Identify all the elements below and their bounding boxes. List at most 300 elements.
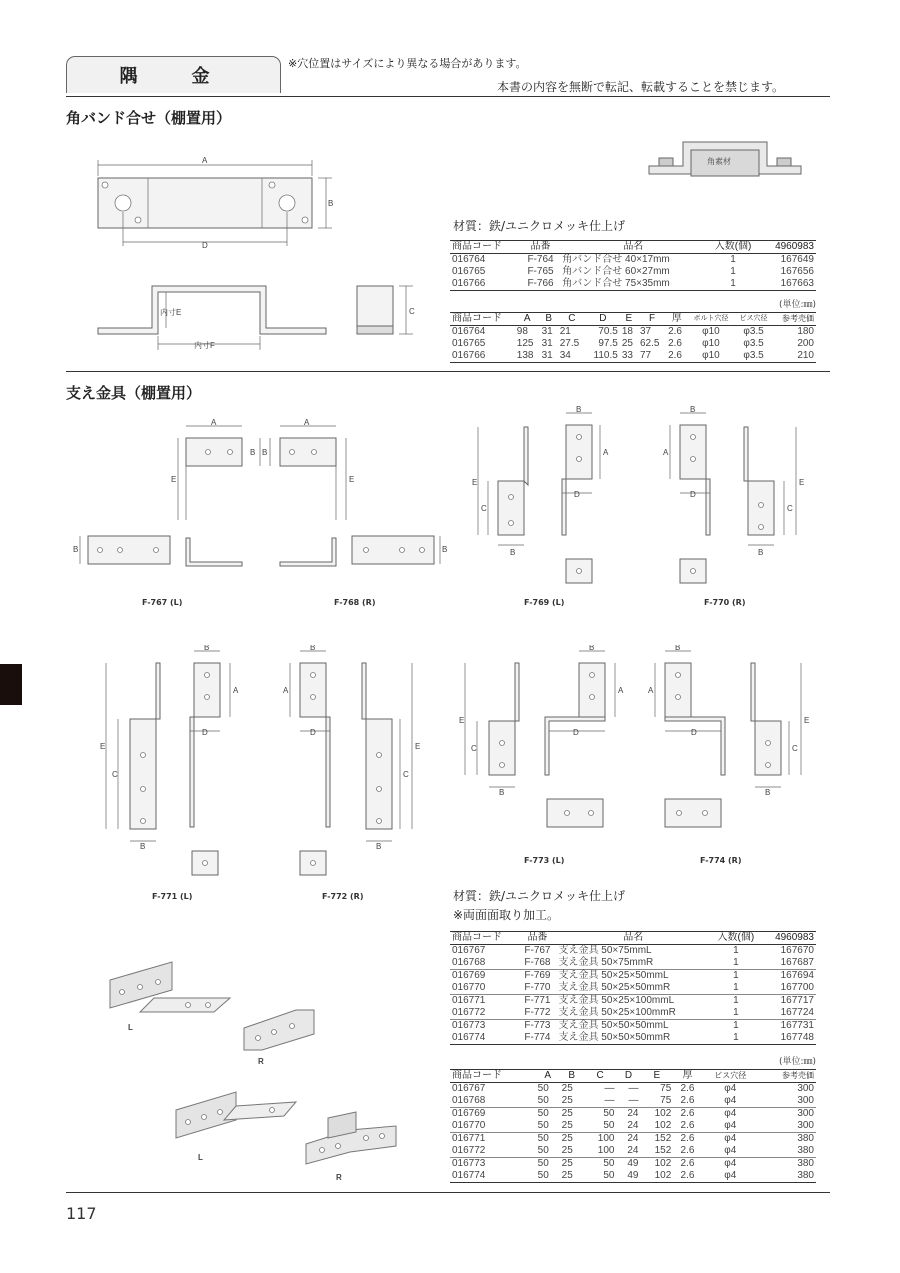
table-row [450, 326, 816, 339]
table-row [450, 945, 816, 958]
cell: 1 [730, 254, 736, 265]
cell: φ4 [724, 1120, 737, 1131]
dim-label: D [574, 490, 580, 499]
cell: 200 [797, 338, 814, 349]
caption-f771: F-771 (L) [152, 892, 193, 901]
cell: F-767 [524, 945, 551, 956]
col-header: ボルト穴径 [693, 315, 729, 322]
cell: 50 [537, 1095, 549, 1106]
cell: 50 [537, 1120, 549, 1131]
cell: 016764 [452, 254, 486, 265]
cell: 102 [654, 1170, 672, 1181]
copyright-note: 本書の内容を無断で転記、転載することを禁じます。 [497, 80, 785, 94]
dim-label: B [376, 842, 382, 851]
dim-label: B [73, 545, 79, 554]
table-row [450, 1108, 816, 1121]
cell: 21 [559, 326, 571, 337]
dim-label: A [618, 686, 624, 695]
cell: 152 [654, 1145, 672, 1156]
cell: 2.6 [680, 1133, 695, 1144]
cell: 300 [797, 1095, 814, 1106]
unit-note: (単位:㎜) [778, 300, 816, 310]
cell: 25 [561, 1095, 573, 1106]
dim-label: B [690, 405, 696, 414]
table-row [450, 1032, 816, 1045]
cell: F-774 [524, 1032, 551, 1043]
illustration-label: 角素材 [707, 157, 731, 166]
dim-label: B [310, 645, 316, 652]
photo-label-l2: L [198, 1153, 203, 1162]
cell: 97.5 [598, 338, 618, 349]
dim-label: E [349, 475, 355, 484]
col-header: C [568, 313, 576, 324]
cell: 016773 [452, 1158, 486, 1169]
table-row [450, 1083, 816, 1096]
cell: 180 [797, 326, 814, 337]
table-row [450, 957, 816, 970]
cell: 1 [730, 266, 736, 277]
cell: 50 [537, 1170, 549, 1181]
dim-label: C [112, 770, 118, 779]
cell: F-766 [527, 278, 554, 289]
col-header: 厚 [682, 1070, 693, 1081]
table-row [450, 970, 816, 983]
dim-label-a: A [202, 156, 208, 165]
cell: — [604, 1083, 615, 1094]
cell: 167694 [780, 970, 814, 981]
table-header-row [450, 932, 816, 945]
section2-note: ※両面面取り加工。 [453, 908, 560, 922]
section2-title: 支え金具（棚置用） [66, 384, 202, 402]
col-header: ビス穴径 [714, 1071, 747, 1080]
cell: 2.6 [668, 350, 682, 361]
dim-label: B [204, 645, 210, 652]
cell: φ4 [724, 1170, 737, 1181]
table-row [450, 1158, 816, 1171]
cell: 380 [797, 1145, 814, 1156]
cell: 98 [516, 326, 528, 337]
dim-label-c: C [409, 307, 415, 316]
col-header: E [653, 1070, 661, 1081]
cell: 25 [561, 1158, 573, 1169]
caption-f772: F-772 (R) [322, 892, 364, 901]
cell: 25 [561, 1108, 573, 1119]
cell: 25 [561, 1133, 573, 1144]
dim-label: A [211, 418, 217, 427]
cell: 25 [561, 1170, 573, 1181]
cell: 50 [537, 1083, 549, 1094]
dim-label: E [415, 742, 421, 751]
cell: 016764 [452, 326, 486, 337]
cell: F-769 [524, 970, 551, 981]
section2-product-table [450, 931, 816, 1045]
cell: 1 [733, 982, 739, 993]
cell: F-770 [524, 982, 551, 993]
col-header: D [624, 1070, 633, 1081]
cell: φ4 [724, 1133, 737, 1144]
cell: 24 [627, 1108, 639, 1119]
caption-f770: F-770 (R) [704, 598, 746, 607]
section-divider [66, 371, 830, 372]
cell: 34 [559, 350, 571, 361]
dim-label: B [758, 548, 764, 557]
cell: 167717 [780, 995, 814, 1006]
table-row [450, 982, 816, 995]
col-header: 商品コード [452, 1070, 502, 1081]
cell: 016772 [452, 1145, 486, 1156]
cell: 016765 [452, 266, 486, 277]
cell: 27.5 [559, 338, 580, 349]
square-band-usage-illustration [645, 136, 805, 182]
dim-label: B [262, 448, 268, 457]
dim-label: A [283, 686, 289, 695]
cell: φ4 [724, 1158, 737, 1169]
cell: 016767 [452, 1083, 486, 1094]
cell: F-765 [527, 266, 554, 277]
caption-f773: F-773 (L) [524, 856, 565, 865]
cell: F-764 [527, 254, 554, 265]
cell: 167748 [780, 1032, 814, 1043]
cell: 50 [603, 1158, 615, 1169]
cell: 016772 [452, 1007, 486, 1018]
cell: 016773 [452, 1020, 486, 1031]
photo-label-r2: R [336, 1173, 342, 1182]
cell: 31 [541, 326, 553, 337]
col-header: 商品コード [452, 241, 502, 252]
cell: 300 [797, 1120, 814, 1131]
cell: 1 [733, 957, 739, 968]
dim-label: D [573, 728, 579, 737]
cell: 31 [541, 338, 553, 349]
cell: 1 [733, 1020, 739, 1031]
table-row [450, 350, 816, 363]
cell: 2.6 [680, 1158, 695, 1169]
col-header: 入数(個) [714, 241, 752, 252]
cell: 18 [621, 326, 633, 337]
table-header-row [450, 241, 816, 254]
square-band-end-view [355, 284, 415, 339]
col-header: 品名 [623, 241, 644, 252]
cell: — [628, 1083, 639, 1094]
cell: φ3.5 [743, 338, 764, 349]
table-header-row [450, 1070, 816, 1083]
dim-label: C [481, 504, 487, 513]
cell: 33 [621, 350, 633, 361]
cell: 016768 [452, 957, 486, 968]
col-header: 4960983 [775, 241, 814, 252]
cell: 016769 [452, 970, 486, 981]
cell: 016770 [452, 982, 486, 993]
cell: φ4 [724, 1108, 737, 1119]
cell: 25 [621, 338, 633, 349]
cell: 支え金具 50×25×50mmR [558, 982, 671, 993]
table-row [450, 278, 816, 291]
col-header: D [599, 313, 607, 324]
dim-label-e: 内寸E [160, 308, 182, 317]
cell: 210 [797, 350, 814, 361]
cell: 100 [597, 1133, 615, 1144]
cell: 167656 [780, 266, 814, 277]
cell: 角バンド合せ 60×27mm [562, 266, 670, 277]
cell: 167724 [780, 1007, 814, 1018]
dim-label: C [403, 770, 409, 779]
col-header: 商品コード [452, 932, 502, 943]
cell: 25 [561, 1120, 573, 1131]
cell: 102 [654, 1108, 672, 1119]
cell: 25 [561, 1145, 573, 1156]
col-header: B [568, 1070, 575, 1081]
cell: 2.6 [680, 1083, 695, 1094]
unit-note: (単位:㎜) [778, 1057, 816, 1067]
col-header: 厚 [671, 313, 682, 324]
caption-f768: F-768 (R) [334, 598, 376, 607]
dim-label-f: 内寸F [194, 341, 215, 350]
dim-label: E [459, 716, 465, 725]
header-rule [66, 96, 830, 97]
dim-label: B [765, 788, 771, 797]
table-row [450, 1007, 816, 1020]
cell: 77 [639, 350, 652, 361]
cell: 380 [797, 1170, 814, 1181]
col-header: 参考売価 [782, 314, 814, 323]
col-header: 商品コード [452, 313, 502, 324]
cell: 100 [597, 1145, 615, 1156]
cell: 016766 [452, 350, 486, 361]
table-row [450, 1095, 816, 1108]
table-row [450, 338, 816, 350]
cell: 1 [733, 1032, 739, 1043]
col-header: A [544, 1070, 551, 1081]
dim-label: A [233, 686, 239, 695]
cell: 167663 [780, 278, 814, 289]
dim-label: E [804, 716, 810, 725]
table-row [450, 1145, 816, 1158]
table-row [450, 266, 816, 278]
square-band-side-view [96, 278, 336, 353]
cell: 支え金具 50×50×50mmR [558, 1032, 671, 1043]
cell: φ3.5 [743, 326, 764, 337]
cell: 50 [537, 1158, 549, 1169]
dim-label: B [442, 545, 448, 554]
cell: 支え金具 50×50×50mmL [558, 1020, 669, 1031]
cell: 380 [797, 1133, 814, 1144]
cell: 支え金具 50×75mmL [558, 945, 652, 956]
col-header: 品名 [623, 932, 644, 943]
cell: φ3.5 [743, 350, 764, 361]
cell: 50 [537, 1133, 549, 1144]
dim-label: B [675, 645, 681, 652]
cell: 167670 [780, 945, 814, 956]
footer-rule [66, 1192, 830, 1193]
dim-label: E [100, 742, 106, 751]
page-number: 117 [66, 1204, 97, 1223]
table-row [450, 1120, 816, 1133]
dim-label: A [603, 448, 609, 457]
cell: 300 [797, 1083, 814, 1094]
dim-label: B [589, 645, 595, 652]
col-header: F [648, 313, 656, 324]
cell: 1 [730, 278, 736, 289]
dim-label: C [787, 504, 793, 513]
cell: F-771 [524, 995, 551, 1006]
cell: 2.6 [668, 338, 682, 349]
table-row [450, 995, 816, 1008]
cell: 016771 [452, 1133, 486, 1144]
cell: 25 [561, 1083, 573, 1094]
cell: 支え金具 50×75mmR [558, 957, 654, 968]
cell: 2.6 [680, 1145, 695, 1156]
dim-label: D [310, 728, 316, 737]
dim-label: D [691, 728, 697, 737]
cell: 24 [627, 1133, 639, 1144]
cell: F-768 [524, 957, 551, 968]
section1-material: 材質：鉄/ユニクロメッキ仕上げ [453, 219, 626, 233]
section1-title: 角バンド合せ（棚置用） [66, 109, 232, 127]
photo-label-l: L [128, 1023, 133, 1032]
dim-label: B [576, 405, 582, 414]
dim-label: C [792, 744, 798, 753]
cell: 角バンド合せ 75×35mm [562, 278, 670, 289]
dim-label: C [471, 744, 477, 753]
cell: 37 [639, 326, 652, 337]
cell: 380 [797, 1158, 814, 1169]
cell: 102 [654, 1158, 672, 1169]
dim-label: B [510, 548, 516, 557]
cell: 2.6 [668, 326, 682, 337]
col-header: 品番 [527, 932, 548, 943]
cell: 016769 [452, 1108, 486, 1119]
cell: 50 [603, 1108, 615, 1119]
col-header: E [625, 313, 633, 324]
cell: 110.5 [593, 350, 618, 361]
cell: 75 [660, 1095, 672, 1106]
cell: 50 [603, 1170, 615, 1181]
cell: φ10 [702, 338, 720, 349]
table-row [450, 1170, 816, 1183]
section2-material: 材質：鉄/ユニクロメッキ仕上げ [453, 889, 626, 903]
cell: 1 [733, 1007, 739, 1018]
col-header: A [523, 313, 531, 324]
photo-label-r: R [258, 1057, 264, 1066]
cell: — [604, 1095, 615, 1106]
cell: 016771 [452, 995, 486, 1006]
cell: 支え金具 50×25×100mmR [558, 1007, 676, 1018]
caption-f769: F-769 (L) [524, 598, 565, 607]
dim-label: A [648, 686, 654, 695]
f769-f770-drawings [470, 405, 820, 595]
col-header: 参考売価 [782, 1071, 814, 1080]
table-row [450, 254, 816, 267]
cell: 167700 [780, 982, 814, 993]
cell: 167731 [780, 1020, 814, 1031]
cell: 016770 [452, 1120, 486, 1131]
cell: 70.5 [598, 326, 618, 337]
f773-f774-drawings [455, 645, 825, 835]
cell: 167687 [780, 957, 814, 968]
cell: 支え金具 50×25×100mmL [558, 995, 675, 1006]
f771-f772-drawings [96, 645, 426, 885]
dim-label: A [663, 448, 669, 457]
cell: 支え金具 50×25×50mmL [558, 970, 669, 981]
cell: 50 [537, 1108, 549, 1119]
cell: 2.6 [680, 1170, 695, 1181]
table-row [450, 1133, 816, 1146]
cell: 2.6 [680, 1108, 695, 1119]
cell: 1 [733, 945, 739, 956]
dim-label: A [304, 418, 310, 427]
dim-label: D [690, 490, 696, 499]
dim-label-b: B [328, 199, 334, 208]
dim-label: B [140, 842, 146, 851]
cell: 300 [797, 1108, 814, 1119]
cell: F-773 [524, 1020, 551, 1031]
page-title: 隅 金 [66, 56, 281, 93]
cell: 016768 [452, 1095, 486, 1106]
cell: 138 [516, 350, 534, 361]
table-row [450, 1020, 816, 1033]
col-header: C [596, 1070, 604, 1081]
square-band-top-view [90, 150, 340, 250]
section1-spec-table [450, 312, 816, 363]
cell: 016774 [452, 1032, 486, 1043]
dim-label: E [799, 478, 805, 487]
dim-label: D [202, 728, 208, 737]
dim-label: B [250, 448, 256, 457]
cell: 1 [733, 970, 739, 981]
cell: 49 [627, 1158, 639, 1169]
cell: 152 [654, 1133, 672, 1144]
chapter-tab [0, 664, 22, 705]
caption-f774: F-774 (R) [700, 856, 742, 865]
cell: 50 [603, 1120, 615, 1131]
f767-f768-drawings [70, 418, 450, 578]
product-photos [100, 950, 420, 1190]
cell: 016767 [452, 945, 486, 956]
cell: φ4 [724, 1145, 737, 1156]
table-header-row [450, 313, 816, 326]
cell: 角バンド合せ 40×17mm [562, 254, 670, 265]
cell: 125 [516, 338, 534, 349]
section2-spec-table [450, 1069, 816, 1183]
cell: φ4 [724, 1095, 737, 1106]
cell: φ10 [702, 326, 720, 337]
cell: 50 [537, 1145, 549, 1156]
dim-label: B [499, 788, 505, 797]
dim-label-d: D [202, 241, 208, 250]
cell: 2.6 [680, 1120, 695, 1131]
cell: 49 [627, 1170, 639, 1181]
cell: 62.5 [639, 338, 660, 349]
section1-product-table [450, 240, 816, 291]
col-header: ビス穴径 [739, 315, 768, 322]
col-header: B [545, 313, 552, 324]
cell: F-772 [524, 1007, 551, 1018]
col-header: 入数(個) [717, 932, 755, 943]
col-header: 4960983 [775, 932, 814, 943]
cell: φ10 [702, 350, 720, 361]
dim-label: E [171, 475, 177, 484]
caption-f767: F-767 (L) [142, 598, 183, 607]
cell: 24 [627, 1120, 639, 1131]
cell: 167649 [780, 254, 814, 265]
cell: 2.6 [680, 1095, 695, 1106]
cell: 1 [733, 995, 739, 1006]
cell: 102 [654, 1120, 672, 1131]
cell: 24 [627, 1145, 639, 1156]
cell: 016766 [452, 278, 486, 289]
cell: φ4 [724, 1083, 737, 1094]
col-header: 品番 [530, 241, 551, 252]
